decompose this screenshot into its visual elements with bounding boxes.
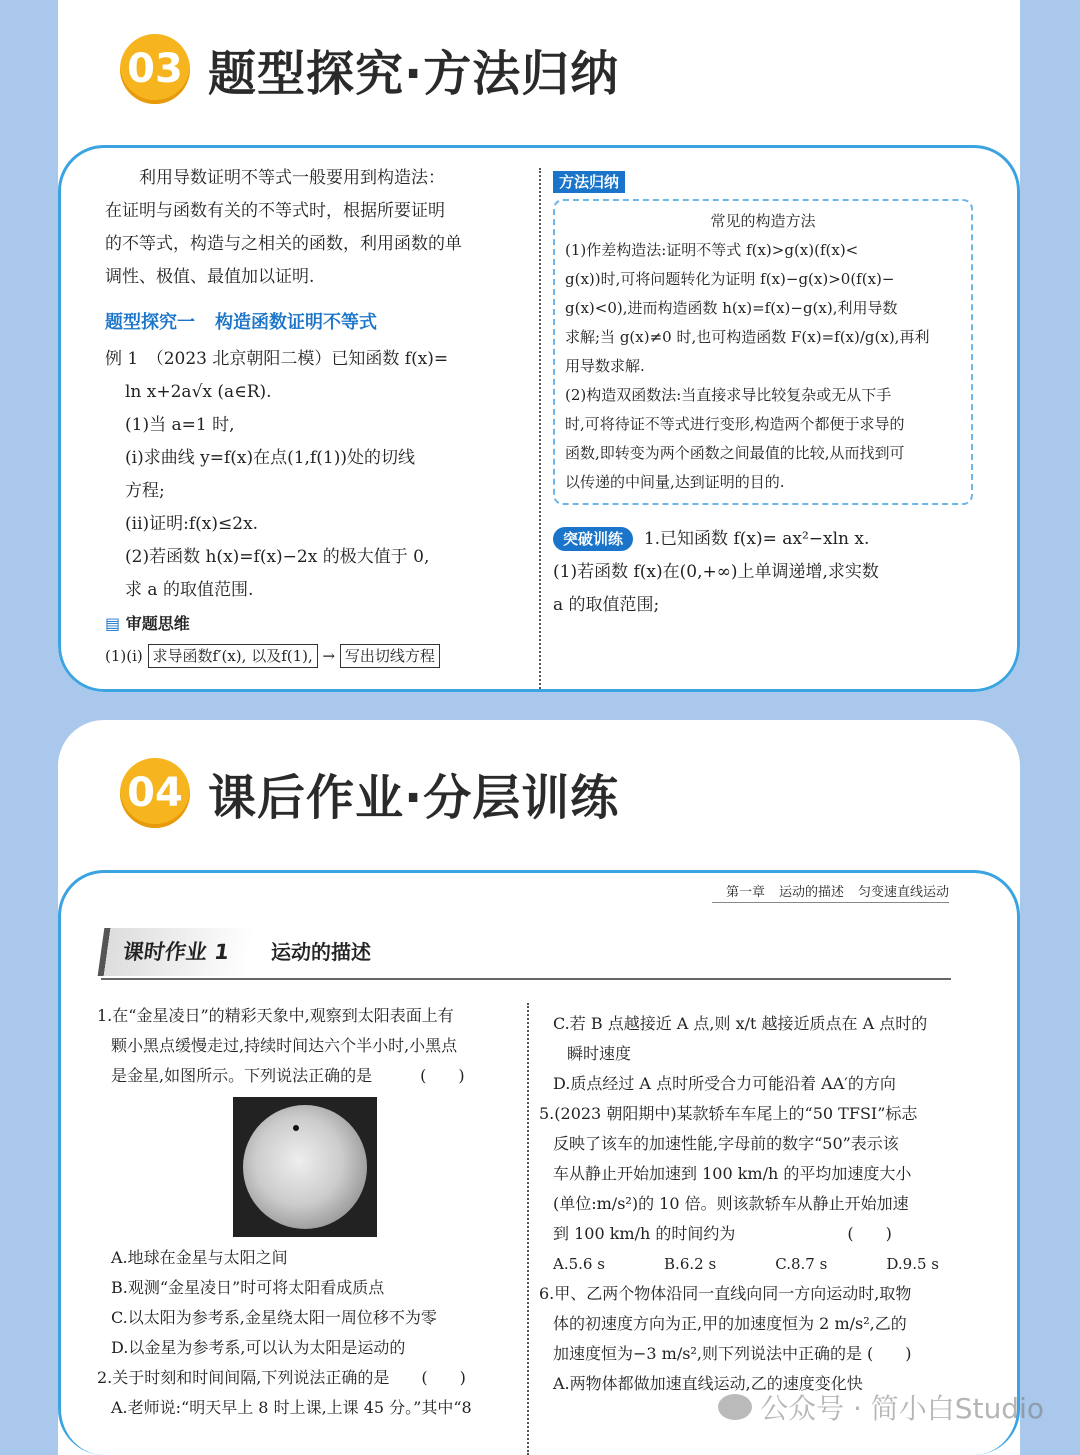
- q1-line: 1.在“金星凌日”的精彩天象中,观察到太阳表面上有: [97, 1006, 454, 1025]
- method-tag: 方法归纳: [553, 171, 625, 193]
- venus-dot: [293, 1125, 299, 1131]
- homework-subtitle: 运动的描述: [271, 940, 371, 964]
- section-04-title: 课后作业·分层训练: [208, 769, 620, 826]
- section-04-number: 04: [120, 758, 190, 828]
- type-heading: [105, 306, 525, 339]
- method-line: (1)作差构造法:证明不等式 f(x)>g(x)(f(x)<: [565, 241, 859, 259]
- method-title: 常见的构造方法: [710, 212, 816, 230]
- example-line: (i)求曲线 y=f(x)在点(1,f(1))处的切线: [125, 448, 415, 468]
- intro-line: 调性、极值、最值加以证明.: [105, 267, 315, 287]
- q5-option: D.9.5 s: [886, 1255, 939, 1273]
- sun-image: [243, 1105, 367, 1229]
- q6-line: 体的初速度方向为正,甲的加速度恒为 2 m/s²,乙的: [553, 1314, 907, 1333]
- method-box: [553, 199, 973, 505]
- left-column: [105, 162, 525, 673]
- method-line: (2)构造双函数法:当直接求导比较复杂或无从下手: [565, 386, 892, 404]
- train-tag: 突破训练: [553, 527, 633, 551]
- example-line: ln x+2a√x (a∈R).: [125, 382, 272, 402]
- intro-line: 的不等式，构造与之相关的函数，利用函数的单: [105, 234, 462, 254]
- q5-line: 5.(2023 朝阳期中)某款轿车车尾上的“50 TFSI”标志: [539, 1104, 918, 1123]
- q2-line: 2.关于时刻和时间间隔,下列说法正确的是 ( ): [97, 1368, 466, 1387]
- section-04-header: [120, 758, 619, 828]
- homework-label: 课时作业 1: [98, 928, 255, 976]
- flow-box: 求导函数f′(x), 以及f(1),: [148, 644, 318, 668]
- q1-line: 是金星,如图所示。下列说法正确的是 ( ): [111, 1066, 465, 1085]
- watermark: [718, 1387, 1044, 1427]
- method-line: g(x))时,可将问题转化为证明 f(x)−g(x)>0(f(x)−: [565, 270, 895, 288]
- section-03-card: [58, 0, 1020, 692]
- wechat-icon: [718, 1394, 752, 1420]
- method-line: 时,可将待证不等式进行变形,构造两个都便于求导的: [565, 415, 905, 433]
- q1-option: A.地球在金星与太阳之间: [111, 1248, 288, 1267]
- q6-line: A.两物体都做加速直线运动,乙的速度变化快: [553, 1374, 863, 1393]
- method-line: g(x)<0),进而构造函数 h(x)=f(x)−g(x),利用导数: [565, 299, 898, 317]
- right-line: 瞬时速度: [567, 1044, 632, 1063]
- section-03-number: 03: [120, 34, 190, 104]
- q5-line: 车从静止开始加速到 100 km/h 的平均加速度大小: [553, 1164, 912, 1183]
- think-heading: [105, 607, 525, 640]
- train-line: (1)若函数 f(x)在(0,+∞)上单调递增,求实数: [553, 562, 879, 582]
- example-line: 求 a 的取值范围.: [125, 580, 254, 600]
- crumb-item: 运动的描述: [778, 885, 844, 900]
- section-04-card: [58, 720, 1020, 1455]
- example-line: (1)当 a=1 时,: [125, 415, 235, 435]
- breadcrumb: [712, 881, 949, 903]
- venus-transit-photo: [233, 1097, 377, 1237]
- right-line: C.若 B 点越接近 A 点,则 x/t 越接近质点在 A 点时的: [553, 1014, 928, 1033]
- watermark-text: 公众号 · 简小白Studio: [760, 1392, 1044, 1425]
- q1-line: 颗小黑点缓慢走过,持续时间达六个半小时,小黑点: [111, 1036, 458, 1055]
- flow-box: 写出切线方程: [340, 644, 440, 668]
- arrow-icon: →: [322, 647, 336, 665]
- q1-option: C.以太阳为参考系,金星绕太阳一周位移不为零: [111, 1308, 437, 1327]
- train-line: a 的取值范围;: [553, 595, 660, 615]
- q5-option: A.5.6 s: [553, 1255, 605, 1273]
- method-line: 函数,即转变为两个函数之间最值的比较,从而找到可: [565, 444, 905, 462]
- q1-option: D.以金星为参考系,可以认为太阳是运动的: [111, 1338, 406, 1357]
- section-03-title: 题型探究·方法归纳: [208, 45, 620, 102]
- q5-option: B.6.2 s: [664, 1255, 717, 1273]
- intro-line: 利用导数证明不等式一般要用到构造法：: [139, 168, 445, 188]
- q2-line: A.老师说:“明天早上 8 时上课,上课 45 分。”其中“8: [111, 1398, 472, 1417]
- q5-line: (单位:m/s²)的 10 倍。则该款轿车从静止开始加速: [553, 1194, 909, 1213]
- intro-line: 在证明与函数有关的不等式时，根据所要证明: [105, 201, 445, 221]
- doc-icon: ▤: [105, 614, 121, 633]
- train-line: 1.已知函数 f(x)= ax²−xln x.: [643, 529, 870, 549]
- method-line: 求解;当 g(x)≠0 时,也可构造函数 F(x)=f(x)/g(x),再利: [565, 328, 930, 346]
- hw-left-column: [97, 1001, 513, 1423]
- example-line: 方程;: [125, 481, 165, 501]
- q5-line: 反映了该车的加速性能,字母前的数字“50”表示该: [553, 1134, 899, 1153]
- example-line: (ii)证明:f(x)≤2x.: [125, 514, 259, 534]
- type-title: 构造函数证明不等式: [215, 312, 377, 333]
- train-first-line: [553, 523, 973, 556]
- q1-option: B.观测“金星凌日”时可将太阳看成质点: [111, 1278, 385, 1297]
- hw-right-column: [539, 1009, 959, 1399]
- section-04-page: [58, 870, 1020, 1455]
- column-divider: [527, 1003, 529, 1455]
- q5-option: C.8.7 s: [775, 1255, 828, 1273]
- type-label: 题型探究一: [105, 312, 195, 333]
- think-label: 审题思维: [125, 614, 190, 633]
- flow-prefix: (1)(i): [105, 647, 143, 665]
- crumb-item: 第一章: [725, 885, 765, 900]
- example-line: (2)若函数 h(x)=f(x)−2x 的极大值于 0,: [125, 547, 430, 567]
- q5-options: [539, 1249, 959, 1279]
- q5-line: 到 100 km/h 的时间约为 ( ): [553, 1224, 892, 1243]
- column-divider: [539, 168, 541, 689]
- right-line: D.质点经过 A 点时所受合力可能沿着 AA′的方向: [553, 1074, 896, 1093]
- section-03-header: [120, 34, 619, 104]
- crumb-item: 匀变速直线运动: [857, 885, 949, 900]
- section-03-page: [58, 145, 1020, 692]
- method-line: 以传递的中间量,达到证明的目的.: [565, 473, 785, 491]
- q6-line: 加速度恒为−3 m/s²,则下列说法中正确的是 ( ): [553, 1344, 912, 1363]
- right-column: [553, 166, 973, 622]
- q6-line: 6.甲、乙两个物体沿同一直线向同一方向运动时,取物: [539, 1284, 912, 1303]
- example-line: 例 1 （2023 北京朝阳二模）已知函数 f(x)=: [105, 349, 449, 369]
- method-line: 用导数求解.: [565, 357, 645, 375]
- homework-header: [101, 928, 951, 980]
- flow-row: [105, 640, 525, 673]
